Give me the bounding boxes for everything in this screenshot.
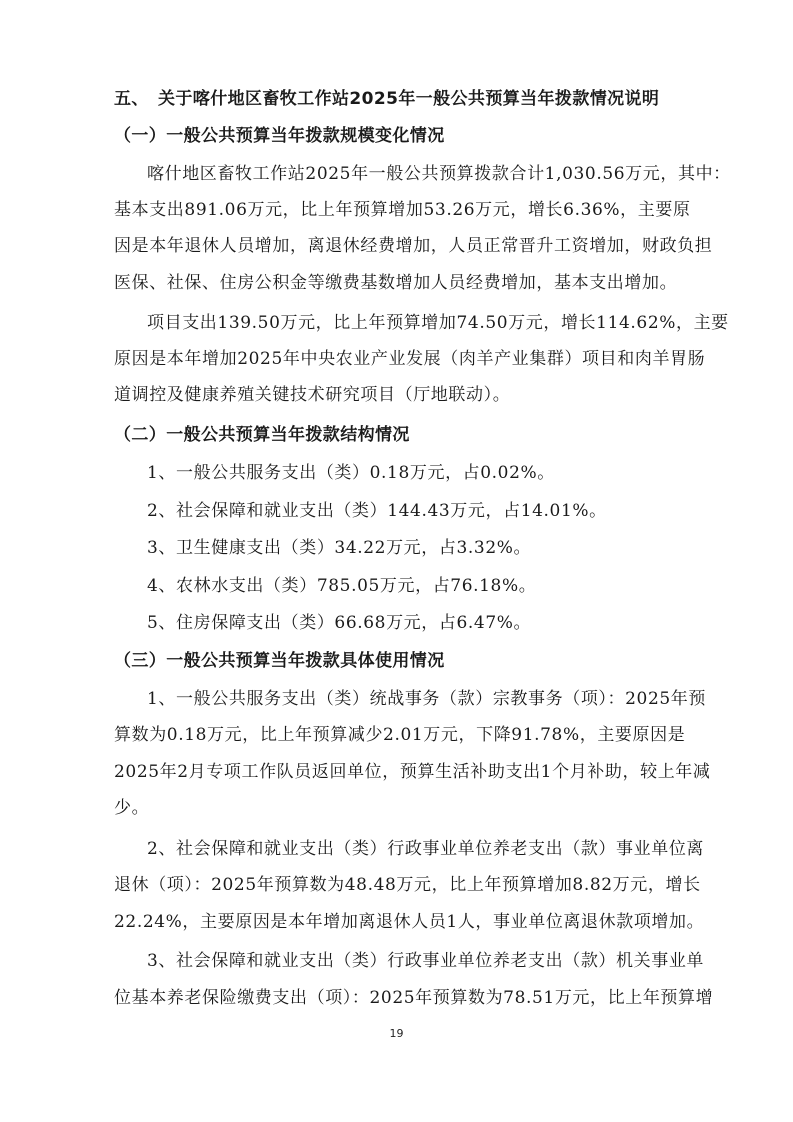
list-item: 4、农林水支出（类）785.05万元，占76.18%。 xyxy=(147,576,537,596)
paragraph-line: 位基本养老保险缴费支出（项）：2025年预算数为78.51万元，比上年预算增 xyxy=(114,988,714,1008)
list-item: 1、一般公共服务支出（类）0.18万元，占0.02%。 xyxy=(147,463,555,483)
paragraph-line: 22.24%，主要原因是本年增加离退休人员1人，事业单位离退休款项增加。 xyxy=(114,912,705,932)
paragraph-line: 道调控及健康养殖关键技术研究项目（厅地联动）。 xyxy=(114,385,511,405)
subsection-heading-3: （三）一般公共预算当年拨款具体使用情况 xyxy=(114,651,445,671)
paragraph-line: 3、社会保障和就业支出（类）行政事业单位养老支出（款）机关事业单 xyxy=(147,951,705,971)
list-item: 3、卫生健康支出（类）34.22万元，占3.32%。 xyxy=(147,538,532,558)
paragraph-line: 医保、社保、住房公积金等缴费基数增加人员经费增加，基本支出增加。 xyxy=(114,273,678,293)
paragraph-line: 2、社会保障和就业支出（类）行政事业单位养老支出（款）事业单位离 xyxy=(147,839,705,859)
paragraph-line: 原因是本年增加2025年中央农业产业发展（肉羊产业集群）项目和肉羊胃肠 xyxy=(114,349,706,369)
paragraph-line: 因是本年退休人员增加，离退休经费增加，人员正常晋升工资增加，财政负担 xyxy=(114,236,713,256)
paragraph-line: 退休（项）：2025年预算数为48.48万元，比上年预算增加8.82万元，增长 xyxy=(114,875,701,895)
page-number: 19 xyxy=(389,1027,404,1040)
paragraph-line: 算数为0.18万元，比上年预算减少2.01万元，下降91.78%，主要原因是 xyxy=(114,725,686,745)
paragraph-line: 1、一般公共服务支出（类）统战事务（款）宗教事务（项）：2025年预 xyxy=(147,689,706,709)
paragraph-line: 2025年2月专项工作队员返回单位，预算生活补助支出1个月补助，较上年减 xyxy=(114,762,711,782)
paragraph-line: 少。 xyxy=(114,798,150,818)
paragraph-line: 基本支出891.06万元，比上年预算增加53.26万元，增长6.36%，主要原 xyxy=(114,200,691,220)
list-item: 2、社会保障和就业支出（类）144.43万元，占14.01%。 xyxy=(147,501,607,521)
section-number: 五、 xyxy=(114,89,149,109)
paragraph-line: 喀什地区畜牧工作站2025年一般公共预算拨款合计1,030.56万元，其中： xyxy=(147,164,731,184)
paragraph-line: 项目支出139.50万元，比上年预算增加74.50万元，增长114.62%，主要 xyxy=(147,313,729,333)
subsection-heading-1: （一）一般公共预算当年拨款规模变化情况 xyxy=(114,126,445,146)
section-heading xyxy=(114,88,659,110)
subsection-heading-2: （二）一般公共预算当年拨款结构情况 xyxy=(114,425,410,445)
section-title: 关于喀什地区畜牧工作站2025年一般公共预算当年拨款情况说明 xyxy=(158,89,660,109)
list-item: 5、住房保障支出（类）66.68万元，占6.47%。 xyxy=(147,613,532,633)
